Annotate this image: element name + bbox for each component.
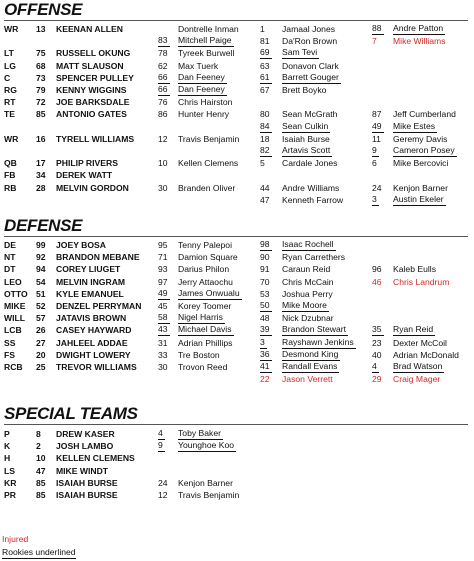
- player-name: MIKE WINDT: [56, 465, 109, 476]
- player-name: Jamaal Jones: [282, 24, 336, 34]
- player-name: Nick Dzubnar: [282, 313, 334, 324]
- player-name: JOEY BOSA: [56, 240, 106, 250]
- player-name: Randall Evans: [282, 361, 338, 371]
- jersey-number: 78: [158, 48, 168, 59]
- position-label: SS: [4, 337, 16, 348]
- offense-row: [0, 133, 474, 145]
- player-name: JOSH LAMBO: [56, 441, 114, 452]
- player-name: Mike Estes: [393, 120, 436, 131]
- position-label: LT: [4, 48, 14, 59]
- player-name: Geremy Davis: [393, 133, 448, 144]
- player-name: MATT SLAUSON: [56, 60, 124, 71]
- jersey-number: 99: [36, 240, 46, 250]
- jersey-number: 18: [260, 133, 270, 144]
- defense-row: [0, 349, 474, 361]
- player-name: Joshua Perry: [282, 288, 333, 299]
- jersey-number: 73: [36, 72, 46, 83]
- jersey-number: 34: [36, 170, 46, 181]
- legend-rookies: Rookies underlined: [2, 547, 76, 557]
- jersey-number: 47: [36, 465, 46, 476]
- jersey-number: 88: [372, 23, 382, 33]
- jersey-number: 76: [158, 97, 168, 108]
- position-label: FB: [4, 170, 16, 181]
- offense-row: [0, 96, 474, 108]
- player-name: Artavis Scott: [282, 145, 331, 155]
- position-label: RG: [4, 85, 17, 95]
- defense-row: [0, 239, 474, 251]
- jersey-number: 39: [260, 324, 270, 335]
- jersey-number: 11: [372, 133, 381, 144]
- defense-row: [0, 288, 474, 300]
- jersey-number: 85: [36, 490, 46, 500]
- position-label: MIKE: [4, 301, 26, 311]
- jersey-number: 75: [36, 48, 46, 59]
- jersey-number: 10: [36, 453, 46, 464]
- player-name: Kaleb Eulls: [393, 264, 436, 275]
- jersey-number: 84: [260, 120, 270, 131]
- jersey-number: 90: [260, 252, 270, 263]
- jersey-number: 53: [260, 288, 270, 299]
- player-name: Dan Feeney: [178, 71, 225, 82]
- jersey-number: 94: [36, 264, 46, 275]
- position-label: RB: [4, 182, 17, 193]
- player-name: Andre Patton: [393, 23, 444, 33]
- jersey-number: 51: [36, 288, 46, 299]
- jersey-number: 96: [372, 264, 382, 275]
- jersey-number: 68: [36, 60, 46, 71]
- player-name: Isaiah Burse: [282, 133, 330, 144]
- jersey-number: 23: [372, 337, 382, 348]
- player-name: Toby Baker: [178, 428, 221, 438]
- player-name: Tenny Palepoi: [178, 240, 232, 250]
- legend-injured: Injured: [2, 534, 29, 544]
- jersey-number: 48: [260, 313, 270, 324]
- position-label: PR: [4, 490, 16, 500]
- player-name: DREW KASER: [56, 429, 115, 439]
- player-name: Adrian Phillips: [178, 337, 233, 348]
- position-label: P: [4, 429, 10, 439]
- jersey-number: 54: [36, 276, 46, 287]
- player-name: Tyreek Burwell: [178, 48, 235, 59]
- player-name: Kellen Clemens: [178, 158, 239, 169]
- jersey-number: 7: [372, 36, 377, 47]
- jersey-number: 9: [158, 440, 163, 451]
- jersey-number: 80: [260, 109, 270, 120]
- player-name: Donavon Clark: [282, 60, 339, 71]
- defense-row: [0, 324, 474, 336]
- player-name: Cardale Jones: [282, 158, 338, 169]
- player-name: Kenjon Barner: [393, 182, 448, 193]
- jersey-number: 47: [260, 194, 270, 205]
- position-label: FS: [4, 349, 15, 360]
- position-label: QB: [4, 158, 17, 169]
- jersey-number: 50: [260, 300, 270, 310]
- jersey-number: 57: [36, 313, 46, 324]
- offense-divider: [4, 20, 468, 21]
- player-name: Caraun Reid: [282, 264, 331, 275]
- jersey-number: 28: [36, 182, 46, 193]
- player-name: Jason Verrett: [282, 374, 333, 385]
- jersey-number: 40: [372, 349, 382, 360]
- jersey-number: 35: [372, 324, 382, 335]
- jersey-number: 17: [36, 158, 46, 169]
- defense-row: [0, 276, 474, 288]
- player-name: Brett Boyko: [282, 85, 327, 95]
- special-teams-row: [0, 428, 474, 440]
- player-name: Andre Williams: [282, 182, 340, 193]
- special-teams-heading: SPECIAL TEAMS: [4, 404, 138, 423]
- offense-row: [0, 47, 474, 59]
- jersey-number: 4: [158, 428, 163, 438]
- player-name: Da'Ron Brown: [282, 36, 338, 47]
- player-name: Isaac Rochell: [282, 239, 334, 249]
- jersey-number: 95: [158, 240, 168, 250]
- jersey-number: 44: [260, 182, 270, 193]
- jersey-number: 3: [260, 336, 265, 347]
- player-name: Dan Feeney: [178, 84, 225, 94]
- player-name: RUSSELL OKUNG: [56, 48, 131, 59]
- jersey-number: 61: [260, 71, 270, 82]
- offense-row: [0, 157, 474, 169]
- player-name: Sean McGrath: [282, 109, 338, 120]
- jersey-number: 36: [260, 348, 270, 359]
- jersey-number: 2: [36, 441, 41, 452]
- jersey-number: 58: [158, 312, 168, 323]
- position-label: C: [4, 72, 11, 83]
- jersey-number: 52: [36, 301, 46, 311]
- jersey-number: 4: [372, 361, 377, 371]
- player-name: BRANDON MEBANE: [56, 252, 140, 263]
- position-label: DE: [4, 240, 16, 250]
- special-teams-divider: [4, 424, 468, 425]
- player-name: Tre Boston: [178, 349, 220, 360]
- jersey-number: 72: [36, 97, 46, 108]
- jersey-number: 86: [158, 109, 168, 120]
- offense-row: [0, 145, 474, 157]
- player-name: JATAVIS BROWN: [56, 313, 127, 324]
- offense-row: [0, 121, 474, 133]
- offense-heading: OFFENSE: [4, 0, 83, 19]
- player-name: Korey Toomer: [178, 301, 232, 311]
- defense-row: [0, 251, 474, 263]
- defense-row: [0, 361, 474, 373]
- special-teams-row: [0, 477, 474, 489]
- player-name: Max Tuerk: [178, 60, 219, 71]
- jersey-number: 87: [372, 109, 382, 120]
- player-name: ISAIAH BURSE: [56, 490, 118, 500]
- player-name: Hunter Henry: [178, 109, 230, 120]
- player-name: Michael Davis: [178, 324, 232, 335]
- player-name: Mitchell Paige: [178, 35, 232, 46]
- jersey-number: 85: [36, 477, 46, 488]
- jersey-number: 26: [36, 325, 46, 336]
- jersey-number: 27: [36, 337, 46, 348]
- jersey-number: 66: [158, 84, 168, 94]
- defense-row: [0, 263, 474, 275]
- jersey-number: 3: [372, 193, 377, 204]
- player-name: KELLEN CLEMENS: [56, 453, 135, 464]
- defense-row: [0, 373, 474, 385]
- player-name: Younghoe Koo: [178, 440, 235, 451]
- player-name: Rayshawn Jenkins: [282, 336, 354, 347]
- position-label: WILL: [4, 313, 25, 324]
- player-name: ANTONIO GATES: [56, 109, 127, 120]
- jersey-number: 93: [158, 264, 168, 275]
- player-name: DEREK WATT: [56, 170, 113, 181]
- offense-row: [0, 108, 474, 120]
- jersey-number: 9: [372, 145, 377, 155]
- position-label: WR: [4, 24, 19, 34]
- jersey-number: 22: [260, 374, 270, 385]
- offense-row: [0, 60, 474, 72]
- special-teams-row: [0, 489, 474, 501]
- jersey-number: 46: [372, 276, 382, 287]
- defense-divider: [4, 236, 468, 237]
- position-label: DT: [4, 264, 16, 275]
- player-name: Dexter McCoil: [393, 337, 447, 348]
- player-name: Cameron Posey: [393, 145, 455, 155]
- player-name: Dontrelle Inman: [178, 24, 239, 34]
- jersey-number: 5: [260, 158, 265, 169]
- player-name: KEENAN ALLEN: [56, 24, 123, 34]
- player-name: Trovon Reed: [178, 362, 228, 372]
- special-teams-row: [0, 465, 474, 477]
- player-name: Chris McCain: [282, 276, 334, 287]
- player-name: TREVOR WILLIAMS: [56, 362, 137, 372]
- jersey-number: 24: [372, 182, 382, 193]
- player-name: MELVIN GORDON: [56, 182, 129, 193]
- player-name: Brad Watson: [393, 361, 443, 371]
- jersey-number: 43: [158, 324, 168, 335]
- player-name: Barrett Gouger: [282, 71, 339, 82]
- position-label: H: [4, 453, 11, 464]
- position-label: LEO: [4, 276, 22, 287]
- jersey-number: 8: [36, 429, 41, 439]
- player-name: Mike Moore: [282, 300, 327, 310]
- jersey-number: 98: [260, 239, 270, 249]
- jersey-number: 92: [36, 252, 46, 263]
- player-name: Kenjon Barner: [178, 477, 233, 488]
- jersey-number: 6: [372, 158, 377, 169]
- jersey-number: 45: [158, 301, 168, 311]
- position-label: RT: [4, 97, 16, 108]
- player-name: Austin Ekeler: [393, 193, 444, 204]
- player-name: DWIGHT LOWERY: [56, 349, 131, 360]
- player-name: MELVIN INGRAM: [56, 276, 126, 287]
- jersey-number: 1: [260, 24, 265, 34]
- player-name: Travis Benjamin: [178, 133, 240, 144]
- player-name: ISAIAH BURSE: [56, 477, 118, 488]
- offense-row: [0, 23, 474, 35]
- jersey-number: 20: [36, 349, 46, 360]
- jersey-number: 25: [36, 362, 46, 372]
- jersey-number: 12: [158, 133, 168, 144]
- offense-row: [0, 194, 474, 206]
- special-teams-row: [0, 440, 474, 452]
- position-label: TE: [4, 109, 15, 120]
- jersey-number: 12: [158, 490, 168, 500]
- player-name: Chris Hairston: [178, 97, 233, 108]
- position-label: NT: [4, 252, 16, 263]
- jersey-number: 10: [158, 158, 168, 169]
- jersey-number: 30: [158, 362, 168, 372]
- player-name: Jerry Attaochu: [178, 276, 233, 287]
- offense-row: [0, 72, 474, 84]
- offense-row: [0, 84, 474, 96]
- player-name: COREY LIUGET: [56, 264, 121, 275]
- player-name: Sean Culkin: [282, 120, 329, 131]
- player-name: Craig Mager: [393, 374, 441, 385]
- defense-row: [0, 300, 474, 312]
- player-name: Travis Benjamin: [178, 490, 240, 500]
- jersey-number: 30: [158, 182, 168, 193]
- player-name: Chris Landrum: [393, 276, 450, 287]
- player-name: DENZEL PERRYMAN: [56, 301, 142, 311]
- player-name: Ryan Carrethers: [282, 252, 346, 263]
- position-label: OTTO: [4, 288, 28, 299]
- player-name: Nigel Harris: [178, 312, 223, 323]
- position-label: LS: [4, 465, 15, 476]
- player-name: Mike Bercovici: [393, 158, 449, 169]
- player-name: Desmond King: [282, 348, 339, 359]
- position-label: LCB: [4, 325, 22, 336]
- player-name: Mike Williams: [393, 36, 446, 47]
- position-label: RCB: [4, 362, 23, 372]
- jersey-number: 33: [158, 349, 168, 360]
- offense-row: [0, 182, 474, 194]
- player-name: Sam Tevi: [282, 47, 318, 58]
- jersey-number: 31: [158, 337, 168, 348]
- jersey-number: 97: [158, 276, 168, 287]
- jersey-number: 81: [260, 36, 270, 47]
- jersey-number: 71: [158, 252, 168, 263]
- jersey-number: 83: [158, 35, 168, 46]
- jersey-number: 82: [260, 145, 270, 155]
- position-label: WR: [4, 133, 19, 144]
- player-name: JAHLEEL ADDAE: [56, 337, 128, 348]
- position-label: LG: [4, 60, 16, 71]
- jersey-number: 66: [158, 71, 168, 82]
- jersey-number: 41: [260, 361, 270, 371]
- jersey-number: 29: [372, 374, 382, 385]
- player-name: TYRELL WILLIAMS: [56, 133, 135, 144]
- player-name: CASEY HAYWARD: [56, 325, 132, 336]
- offense-row: [0, 169, 474, 181]
- defense-row: [0, 312, 474, 324]
- player-name: Branden Oliver: [178, 182, 236, 193]
- jersey-number: 13: [36, 24, 46, 34]
- player-name: KENNY WIGGINS: [56, 85, 127, 95]
- player-name: Ryan Reid: [393, 324, 434, 335]
- defense-heading: DEFENSE: [4, 216, 83, 235]
- player-name: James Onwualu: [178, 287, 240, 298]
- player-name: Kenneth Farrow: [282, 194, 344, 205]
- jersey-number: 24: [158, 477, 168, 488]
- jersey-number: 16: [36, 133, 46, 144]
- player-name: Jeff Cumberland: [393, 109, 456, 120]
- jersey-number: 70: [260, 276, 270, 287]
- jersey-number: 91: [260, 264, 270, 275]
- jersey-number: 49: [372, 120, 382, 131]
- jersey-number: 69: [260, 47, 270, 58]
- jersey-number: 63: [260, 60, 270, 71]
- player-name: Darius Philon: [178, 264, 230, 275]
- player-name: Adrian McDonald: [393, 349, 459, 360]
- special-teams-row: [0, 452, 474, 464]
- offense-row: [0, 35, 474, 47]
- defense-row: [0, 337, 474, 349]
- player-name: SPENCER PULLEY: [56, 72, 134, 83]
- player-name: PHILIP RIVERS: [56, 158, 118, 169]
- jersey-number: 67: [260, 85, 270, 95]
- jersey-number: 49: [158, 287, 168, 298]
- position-label: K: [4, 441, 11, 452]
- position-label: KR: [4, 477, 17, 488]
- player-name: Damion Square: [178, 252, 238, 263]
- player-name: KYLE EMANUEL: [56, 288, 124, 299]
- jersey-number: 62: [158, 60, 168, 71]
- player-name: Brandon Stewart: [282, 324, 347, 335]
- player-name: JOE BARKSDALE: [56, 97, 130, 108]
- jersey-number: 79: [36, 85, 46, 95]
- jersey-number: 85: [36, 109, 46, 120]
